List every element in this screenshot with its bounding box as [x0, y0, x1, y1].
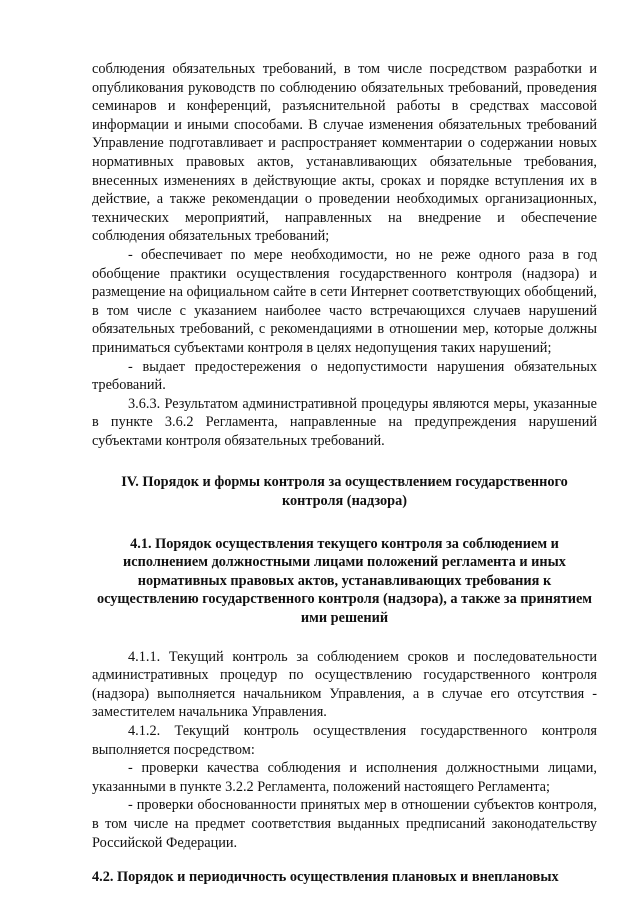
body-paragraph: - проверки обоснованности принятых мер в отношении субъектов контроля, в том числе на предмет соответствия выданных предписаний законодательству Российской Федерации. — [92, 797, 597, 851]
body-paragraph: - выдает предостережения о недопустимости нарушения обязательных требований. — [92, 358, 597, 394]
body-paragraph: - проверки качества соблюдения и исполнения должностными лицами, указанными в пункте 3.2.2 Регламента, положений настоящего Регламента; — [92, 760, 597, 795]
body-paragraph: 4.1.1. Текущий контроль за соблюдением сроков и последовательности административных процедур по осуществлению государственного контроля (надзора) выполняется начальником Управления, а в случае его отсутствия - заместителем начальника Управления. — [92, 648, 597, 721]
body-paragraph: 4.1.2. Текущий контроль осуществления государственного контроля выполняется посредством: — [92, 723, 597, 758]
section-heading: IV. Порядок и формы контроля за осуществлением государственного контроля (надзора) — [121, 474, 568, 510]
page-content — [92, 60, 597, 887]
subsection-heading: 4.1. Порядок осуществления текущего контроля за соблюдением и исполнением должностными лицами положений регламента и иных нормативных правовых актов, устанавливающих требования к осуществлению государственного контроля (надзора), а также за принятием ими решений — [96, 535, 593, 627]
body-paragraph: - обеспечивает по мере необходимости, но не реже одного раза в год обобщение практики осуществления государственного контроля (надзора) и размещение на официальном сайте в сети Интернет соответствующих обобщений, в том числе с указанием наиболее часто встречающихся случаев нарушений обязательных требований, с рекомендациями в отношении мер, которые должны приниматься субъектами контроля в целях недопущения таких нарушений; — [92, 246, 597, 356]
subsection-heading-next: 4.2. Порядок и периодичность осуществления плановых и внеплановых — [92, 869, 559, 886]
body-paragraph: 3.6.3. Результатом административной процедуры являются меры, указанные в пункте 3.6.2 Регламента, направленные на предупреждения нарушений субъектами контроля обязательных требований. — [92, 395, 597, 449]
body-paragraph: соблюдения обязательных требований, в том числе посредством разработки и опубликования руководств по соблюдению обязательных требований, проведения семинаров и конференций, разъяснительной работы в средствах массовой информации и иными способами. В случае изменения обязательных требований Управление подготавливает и распространяет комментарии о содержании новых нормативных правовых актов, устанавливающих обязательные требования, внесенных изменениях в действующие акты, сроках и порядке вступления их в действие, а также рекомендации о проведении необходимых организационных, технических мероприятий, направленных на внедрение и обеспечение соблюдения обязательных требований; — [92, 61, 597, 245]
